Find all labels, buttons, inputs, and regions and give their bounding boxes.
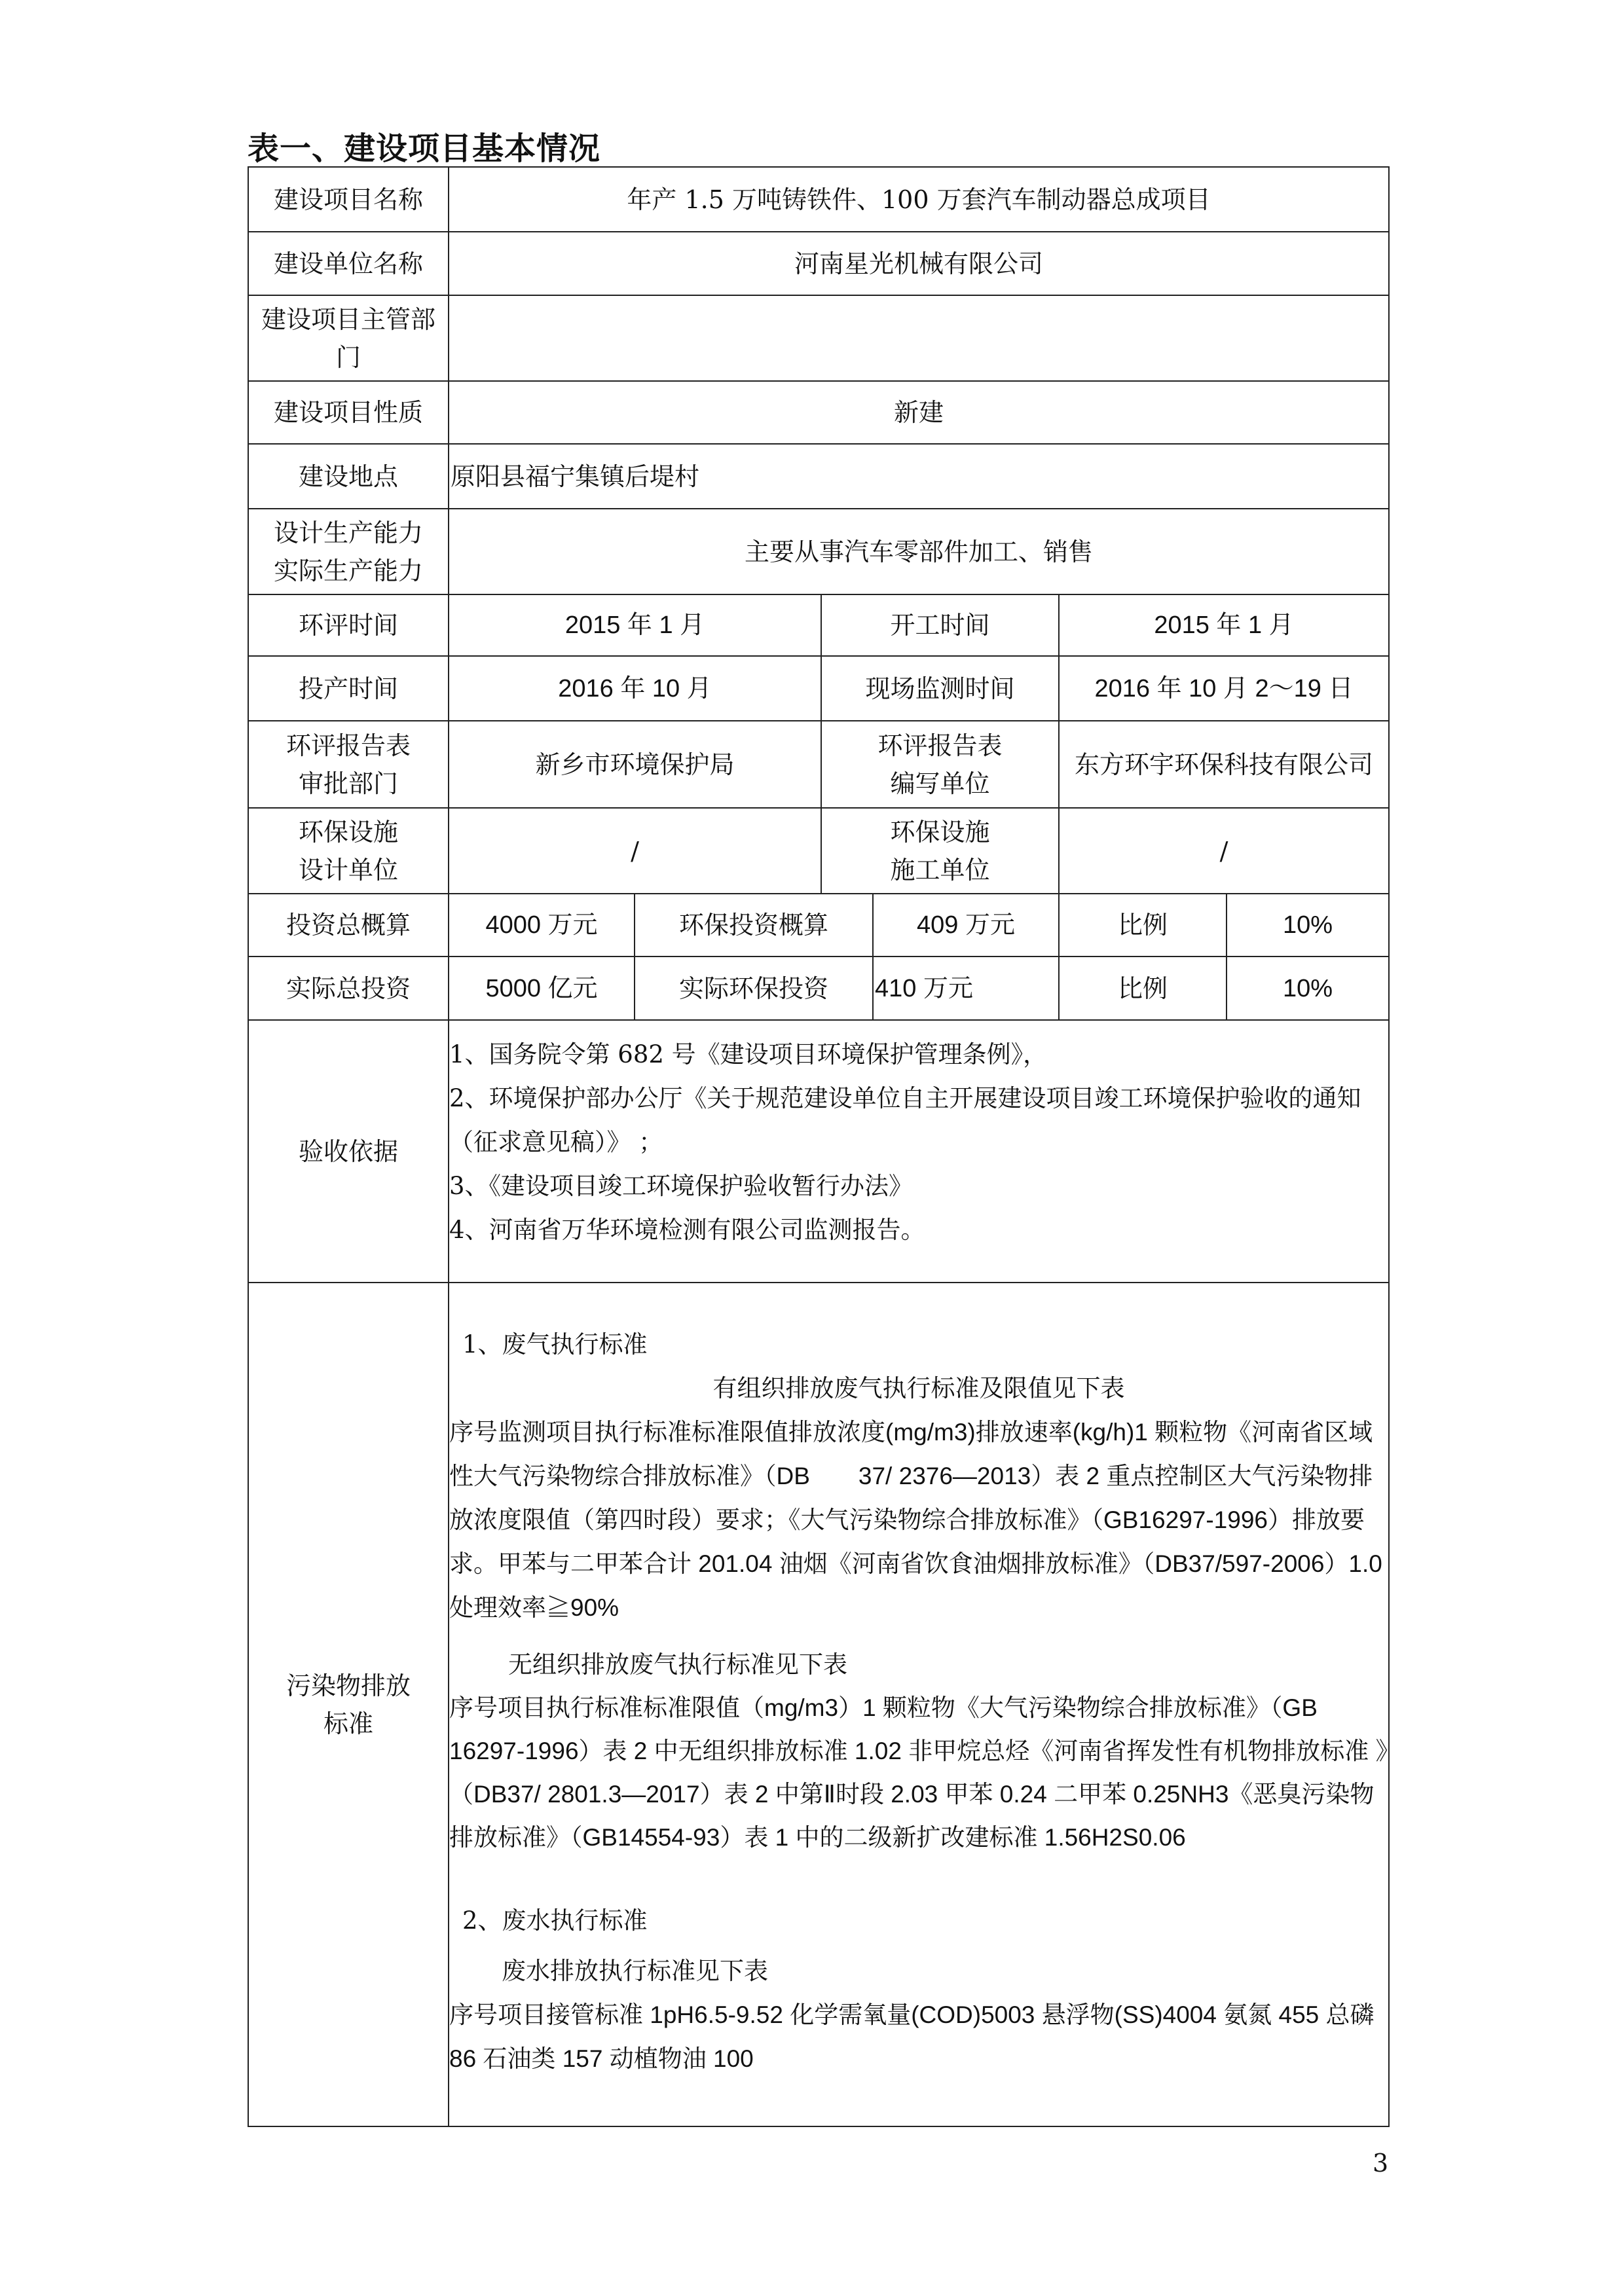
unorganized-caption: 无组织排放废气执行标准见下表	[508, 1650, 847, 1679]
value: 10%	[1227, 957, 1389, 1020]
label-line: 污染物排放	[286, 1671, 411, 1700]
organized-text: 序号监测项目执行标准标准限值排放浓度(mg/m3)排放速率(kg/h)1 颗粒物《河南省区域性大气污染物综合排放标准》（DB 37/ 2376—2013）表 2 重点控制区大气污染物排放浓度限值（第四时段）要求；《大气污染物综合排放标准》（GB16297-1996）排放要求。甲苯与二甲苯合计 201.04 油烟《河南省饮食油烟排放标准》（DB37/597-2006）1.0 处理效率≧90%	[449, 1419, 1382, 1621]
basis-list	[449, 1020, 1389, 1283]
row-capacity	[248, 509, 1389, 594]
label: 建设地点	[248, 444, 449, 509]
row-standards	[248, 1283, 1389, 2126]
value: 新建	[449, 381, 1389, 444]
row-authority	[248, 295, 1389, 381]
label-line: 环评报告表	[877, 731, 1003, 760]
value: 409 万元	[873, 894, 1059, 957]
row-unit-name	[248, 232, 1389, 295]
label-line: 实际生产能力	[273, 556, 423, 585]
gas-heading: 1、废气执行标准	[462, 1330, 648, 1358]
water-caption: 废水排放执行标准见下表	[502, 1957, 768, 1985]
label-line: 施工单位	[890, 855, 990, 884]
label	[248, 721, 449, 808]
value: 2016 年 10 月 2～19 日	[1059, 656, 1389, 721]
value: 4000 万元	[449, 894, 635, 957]
label: 比例	[1059, 957, 1227, 1020]
label	[248, 1283, 449, 2126]
basis-item: 1、国务院令第 682 号《建设项目环境保护管理条例》，	[449, 1040, 1048, 1068]
standards-content	[449, 1283, 1389, 2126]
label: 建设项目名称	[248, 167, 449, 232]
water-text: 序号项目接管标准 1pH6.5-9.52 化学需氧量(COD)5003 悬浮物(SS)4004 氨氮 455 总磷 86 石油类 157 动植物油 100	[449, 2001, 1375, 2072]
value: 东方环宇环保科技有限公司	[1059, 721, 1389, 808]
value	[449, 295, 1389, 381]
label: 建设项目性质	[248, 381, 449, 444]
page-number: 3	[1373, 2149, 1389, 2178]
value: 年产 1.5 万吨铸铁件、100 万套汽车制动器总成项目	[449, 167, 1389, 232]
row-budget	[248, 894, 1389, 957]
label-line: 环评报告表	[286, 731, 411, 760]
label: 现场监测时间	[821, 656, 1059, 721]
label: 环评时间	[248, 594, 449, 656]
value: 10%	[1227, 894, 1389, 957]
row-approval	[248, 721, 1389, 808]
page-title: 表一、建设项目基本情况	[248, 130, 601, 167]
row-actual	[248, 957, 1389, 1020]
label-line: 标准	[323, 1709, 373, 1738]
label: 实际总投资	[248, 957, 449, 1020]
label: 环保投资概算	[635, 894, 873, 957]
unorganized-text: 序号项目执行标准标准限值（mg/m3）1 颗粒物《大气污染物综合排放标准》（GB 16297-1996）表 2 中无组织排放标准 1.02 非甲烷总烃《河南省挥发性有机物排放标准 》（DB37/ 2801.3—2017）表 2 中第Ⅱ时段 2.03 甲苯 0.24 二甲苯 0.25NH3《恶臭污染物排放标准》（GB14554-93）表 1 中的二级新扩改建标准 1.56H2S0.06	[449, 1694, 1388, 1851]
value: /	[1059, 808, 1389, 894]
label: 实际环保投资	[635, 957, 873, 1020]
row-facility	[248, 808, 1389, 894]
value: 2015 年 1 月	[1059, 594, 1389, 656]
water-heading: 2、废水执行标准	[462, 1906, 648, 1935]
label-line: 设计单位	[298, 855, 398, 884]
label-line: 审批部门	[298, 769, 398, 798]
value: 原阳县福宁集镇后堤村	[449, 444, 1389, 509]
value: 2015 年 1 月	[449, 594, 821, 656]
value: 主要从事汽车零部件加工、销售	[449, 509, 1389, 594]
value: 新乡市环境保护局	[449, 721, 821, 808]
row-nature	[248, 381, 1389, 444]
label-line: 设计生产能力	[273, 518, 423, 547]
label	[248, 808, 449, 894]
label-line: 环保设施	[890, 817, 990, 847]
value: 河南星光机械有限公司	[449, 232, 1389, 295]
label-line: 环保设施	[298, 817, 398, 847]
basis-item: 3、《建设项目竣工环境保护验收暂行办法》	[449, 1172, 913, 1200]
label: 比例	[1059, 894, 1227, 957]
label: 投产时间	[248, 656, 449, 721]
organized-caption: 有组织排放废气执行标准及限值见下表	[712, 1374, 1125, 1402]
label: 开工时间	[821, 594, 1059, 656]
basis-item: 4、河南省万华环境检测有限公司监测报告。	[449, 1216, 925, 1244]
label-line: 编写单位	[890, 769, 990, 798]
label	[821, 721, 1059, 808]
label: 验收依据	[248, 1020, 449, 1283]
row-location	[248, 444, 1389, 509]
row-basis	[248, 1020, 1389, 1283]
project-info-table	[248, 166, 1390, 2127]
label	[248, 509, 449, 594]
basis-item: 2、环境保护部办公厅《关于规范建设单位自主开展建设项目竣工环境保护验收的通知（征求意见稿）》 ；	[449, 1084, 1361, 1156]
value: 2016 年 10 月	[449, 656, 821, 721]
row-project-name	[248, 167, 1389, 232]
label: 投资总概算	[248, 894, 449, 957]
value: 410 万元	[873, 957, 1059, 1020]
label	[821, 808, 1059, 894]
row-production-time	[248, 656, 1389, 721]
row-eia-time	[248, 594, 1389, 656]
value: 5000 亿元	[449, 957, 635, 1020]
label: 建设单位名称	[248, 232, 449, 295]
value: /	[449, 808, 821, 894]
label: 建设项目主管部门	[248, 295, 449, 381]
